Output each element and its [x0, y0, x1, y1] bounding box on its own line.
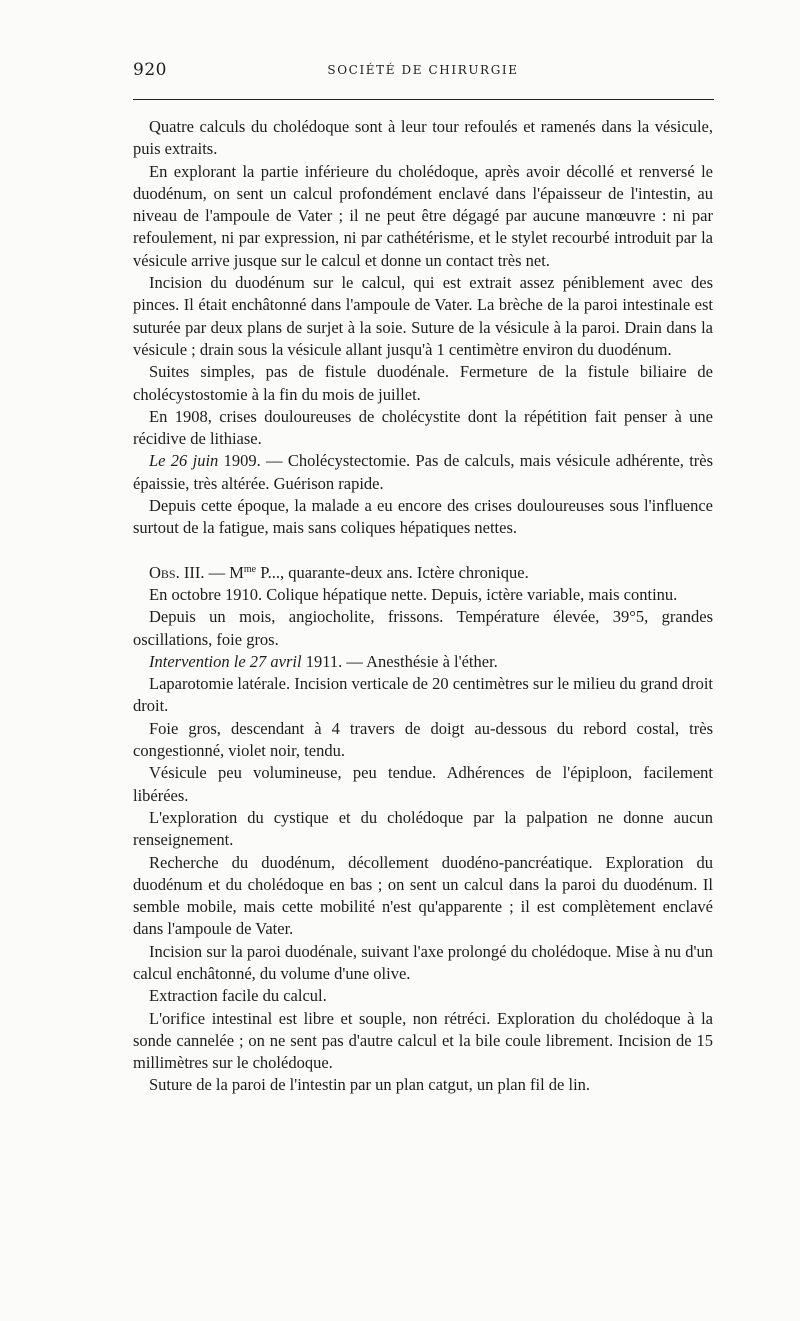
- paragraph: Extraction facile du calcul.: [149, 986, 327, 1006]
- paragraph: Depuis un mois, angiocholite, frissons. Température élevée, 39°5, grandes oscillations, foie gros.: [133, 607, 713, 649]
- paragraph: Suture de la paroi de l'intestin par un plan catgut, un plan fil de lin.: [149, 1075, 591, 1095]
- paragraph: Foie gros, descendant à 4 travers de doigt au-dessous du rebord costal, très congestionné, violet noir, tendu.: [133, 718, 713, 761]
- paragraph: En explorant la partie inférieure du cholédoque, après avoir décollé et renversé le duodénum, on sent un calcul profondément enclavé dans l'épaisseur de l'intestin, au niveau de l'ampoule de Vater ; il ne peut être dégagé par aucune manœuvre : ni par refoulement, ni par expression, ni par cathétérisme, et le stylet recourbé introduit par la vésicule arrive jusque sur le calcul et donne un contact très net.: [133, 161, 713, 270]
- paragraph: Recherche du duodénum, décollement duodéno-pancréatique. Exploration du duodénum et du cholédoque en bas ; on sent un calcul dans la paroi du duodénum. Il semble mobile, mais cette mobilité n'est qu'apparente ; il est complètement enclavé dans l'ampoule de Vater.: [133, 852, 713, 939]
- paragraph: L'orifice intestinal est libre et souple, non rétréci. Exploration du cholédoque à la sonde cannelée ; on ne sent pas d'autre calcul et la bile coule librement. Incision de 15 millimètres sur le cholédoque.: [133, 1008, 713, 1073]
- paragraph: Depuis cette époque, la malade a eu encore des crises douloureuses sous l'influence surtout de la fatigue, mais sans coliques hépatiques nettes.: [133, 496, 713, 538]
- observation-heading: [133, 562, 713, 584]
- june-entry-year: 1909.: [223, 451, 261, 471]
- observation-title-superscript: me: [243, 563, 257, 575]
- header-rule: [133, 99, 714, 100]
- paragraph: En octobre 1910. Colique hépatique nette. Depuis, ictère variable, mais continu.: [149, 584, 678, 604]
- june-entry-paragraph: [133, 450, 713, 495]
- paragraph: En 1908, crises douloureuses de cholécystite dont la répétition fait penser à une récidive de lithiase.: [133, 406, 713, 449]
- intervention-label: Intervention le 27 avril: [149, 651, 302, 671]
- paragraph: Vésicule peu volumineuse, peu tendue. Adhérences de l'épiploon, facilement libérées.: [133, 763, 713, 805]
- paragraph: Quatre calculs du cholédoque sont à leur tour refoulés et ramenés dans la vésicule, puis extraits.: [133, 117, 713, 159]
- paragraph: Suites simples, pas de fistule duodénale. Fermeture de la fistule biliaire de cholécystostomie à la fin du mois de juillet.: [133, 362, 713, 404]
- observation-title-letter: M: [229, 562, 244, 582]
- observation-title: [229, 563, 256, 582]
- observation-rest: P..., quarante-deux ans. Ictère chronique.: [260, 562, 529, 582]
- body-text: [133, 116, 713, 1097]
- paragraph: Laparotomie latérale. Incision verticale de 20 centimètres sur le milieu du grand droit droit.: [133, 674, 713, 716]
- observation-dash: —: [208, 562, 226, 582]
- intervention-text: — Anesthésie à l'éther.: [346, 651, 498, 671]
- june-entry-text: — Cholécystectomie. Pas de calculs, mais vésicule adhérente, très épaissie, très altérée. Guérison rapide.: [133, 451, 714, 493]
- intervention-year: 1911.: [305, 651, 343, 671]
- page-number: 920: [133, 60, 167, 80]
- paragraph: Incision sur la paroi duodénale, suivant l'axe prolongé du cholédoque. Mise à nu d'un calcul enchâtonné, du volume d'une olive.: [133, 941, 713, 983]
- paragraph: Incision du duodénum sur le calcul, qui est extrait assez péniblement avec des pinces. Il était enchâtonné dans l'ampoule de Vater. La brèche de la paroi intestinale est suturée par deux plans de surjet à la soie. Suture de la vésicule à la paroi. Drain dans la vésicule ; drain sous la vésicule allant jusqu'à 1 centimètre environ du duodénum.: [133, 273, 713, 359]
- paragraph: L'exploration du cystique et du cholédoque par la palpation ne donne aucun renseignement.: [133, 807, 713, 850]
- page-header: [133, 58, 713, 88]
- june-entry-date: Le 26 juin: [149, 451, 219, 471]
- intervention-paragraph: [133, 651, 713, 673]
- observation-label: Obs. III.: [149, 562, 205, 582]
- running-head: SOCIÉTÉ DE CHIRURGIE: [327, 63, 519, 77]
